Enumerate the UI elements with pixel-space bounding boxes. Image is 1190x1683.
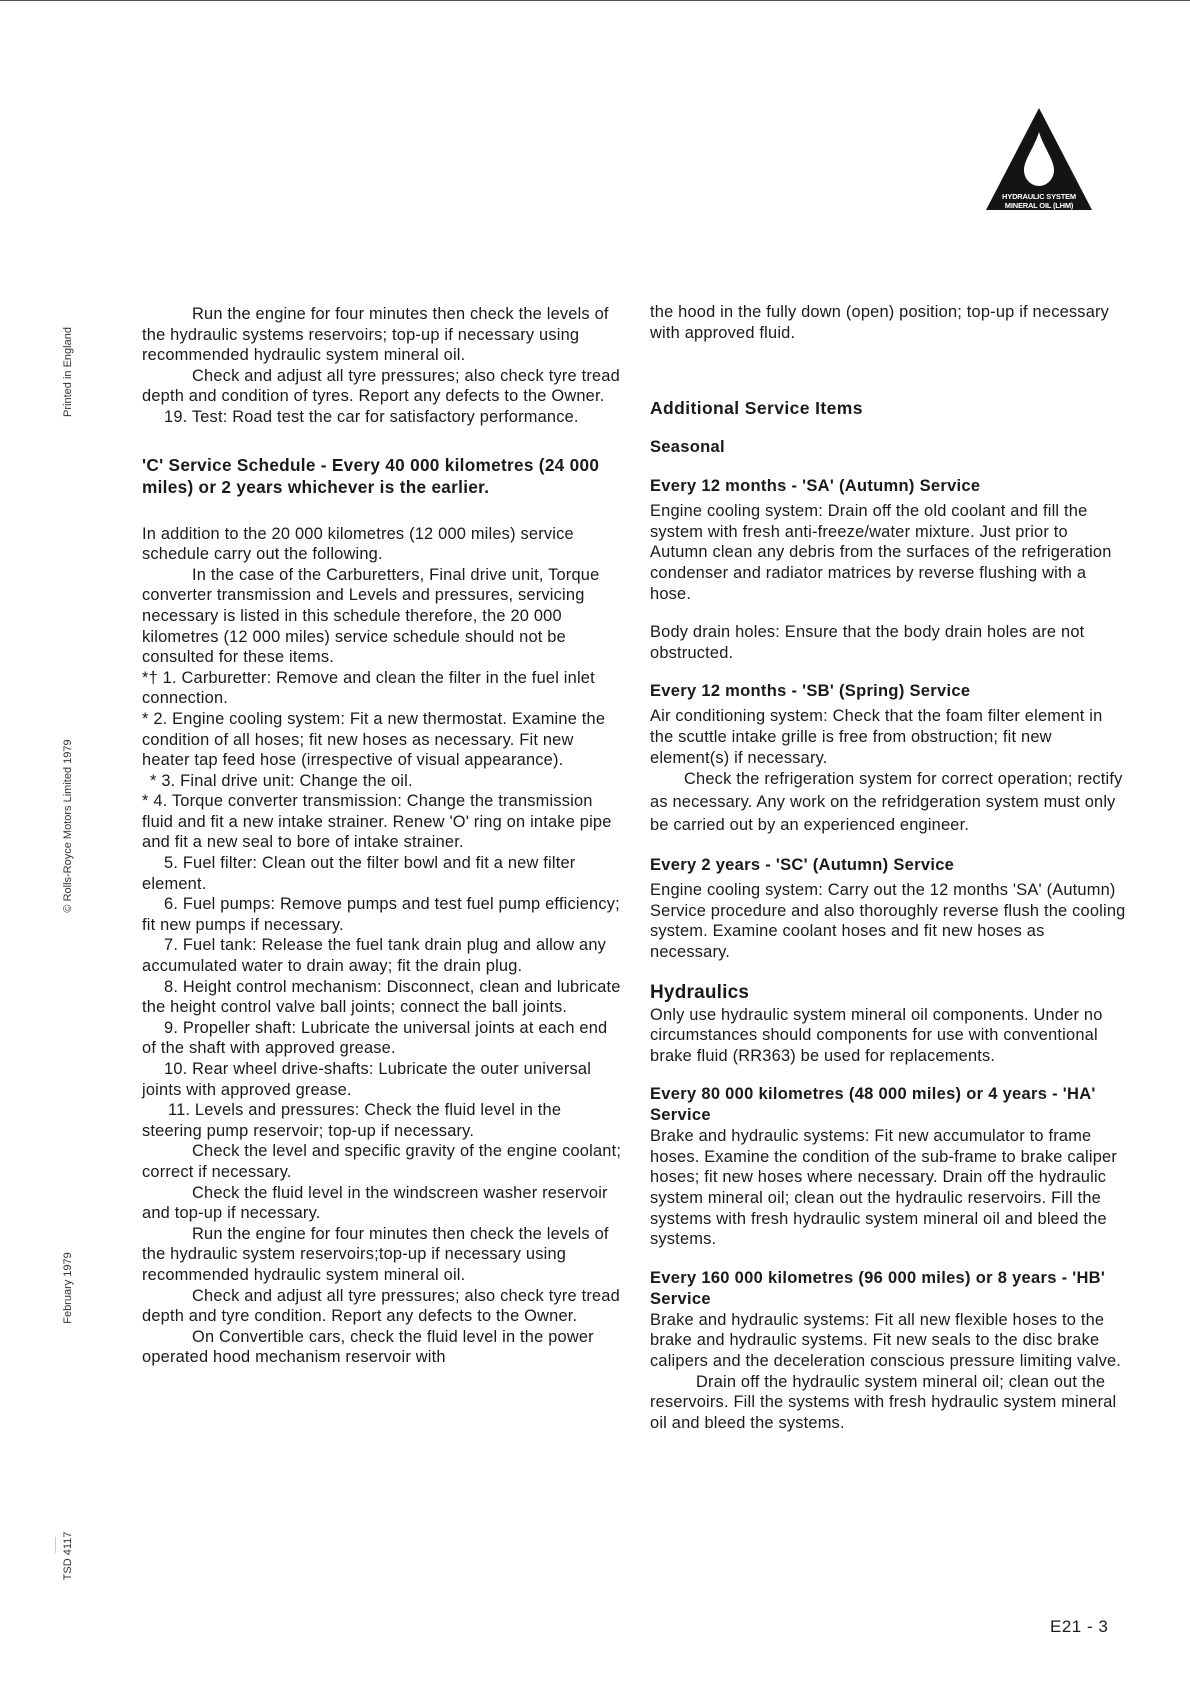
- list-item: 5. Fuel filter: Clean out the filter bowl and fit a new filter element.: [142, 854, 576, 893]
- paragraph: Check and adjust all tyre pressures; also check tyre tread depth and tyre condition. Report any defects to the Owner.: [142, 1286, 620, 1326]
- logo-text-line1: HYDRAULIC SYSTEM: [1002, 192, 1076, 201]
- paragraph: Engine cooling system: Drain off the old coolant and fill the system with fresh anti-freeze/water mixture. Just prior to Autumn clean any debris from the surfaces of the refrigeration condenser and radiator matrices by reverse flushing with a hose.: [650, 502, 1112, 603]
- logo-text-line2: MINERAL OIL (LHM): [1004, 201, 1074, 210]
- paragraph: On Convertible cars, check the fluid level in the power operated hood mechanism reservoir with: [142, 1327, 594, 1367]
- list-item: * 2. Engine cooling system: Fit a new thermostat. Examine the condition of all hoses; fit new hoses as necessary. Fit new heater tap feed hose (irrespective of visual appearance).: [142, 709, 606, 770]
- page-top-border: [0, 0, 1190, 1]
- page-number: E21 - 3: [1050, 1617, 1109, 1636]
- list-item: 7. Fuel tank: Release the fuel tank drain plug and allow any accumulated water to drain away; fit the drain plug.: [142, 936, 607, 976]
- paragraph: Body drain holes: Ensure that the body drain holes are not obstructed.: [650, 623, 1085, 662]
- paragraph: Drain off the hydraulic system mineral oil; clean out the reservoirs. Fill the systems with fresh hydraulic system mineral oil and bleed the systems.: [650, 1372, 1117, 1432]
- scan-mark: [52, 1537, 56, 1555]
- list-item: * 3. Final drive unit: Change the oil.: [150, 771, 413, 790]
- paragraph: Check and adjust all tyre pressures; also check tyre tread depth and condition of tyres. Report any defects to the Owner.: [142, 366, 620, 406]
- hydraulics-heading: Hydraulics: [650, 981, 750, 1003]
- paragraph: Run the engine for four minutes then check the levels of the hydraulic systems reservoirs; top-up if necessary using recommended hydraulic system mineral oil.: [142, 305, 609, 365]
- sb-heading: Every 12 months - 'SB' (Spring) Service: [650, 682, 971, 701]
- paragraph: In the case of the Carburetters, Final drive unit, Torque converter transmission and Levels and pressures, servicing necessary is listed in this schedule therefore, the 20 000 kilometres (12 000 miles) service schedule should not be consulted for these items.: [142, 565, 600, 667]
- paragraph: the hood in the fully down (open) position; top-up if necessary with approved fluid.: [650, 303, 1110, 342]
- sc-heading: Every 2 years - 'SC' (Autumn) Service: [650, 856, 955, 875]
- hb-heading: Every 160 000 kilometres (96 000 miles) or 8 years - 'HB' Service: [650, 1268, 1106, 1308]
- list-item: 9. Propeller shaft: Lubricate the universal joints at each end of the shaft with approved grease.: [142, 1018, 608, 1058]
- section-heading-c-service: 'C' Service Schedule - Every 40 000 kilometres (24 000 miles) or 2 years whichever is the earlier.: [142, 454, 600, 497]
- paragraph: Brake and hydraulic systems: Fit all new flexible hoses to the brake and hydraulic systems. Fit new seals to the disc brake calipers and the deceleration conscious pressure limiting valve.: [650, 1310, 1122, 1371]
- paragraph: Check the level and specific gravity of the engine coolant; correct if necessary.: [142, 1142, 622, 1181]
- list-item: *† 1. Carburetter: Remove and clean the filter in the fuel inlet connection.: [142, 668, 595, 708]
- hydraulic-oil-logo: [986, 108, 1092, 222]
- paragraph: Air conditioning system: Check that the foam filter element in the scuttle intake grille is free from obstruction; fit new element(s) if necessary.: [650, 707, 1103, 767]
- list-item: * 4. Torque converter transmission: Change the transmission fluid and fit a new intake strainer. Renew 'O' ring on intake pipe and fit a new seal to bore of intake strainer.: [142, 792, 612, 852]
- left-column: [142, 304, 622, 1368]
- paragraph: In addition to the 20 000 kilometres (12 000 miles) service schedule carry out the following.: [142, 524, 574, 564]
- right-column: [650, 302, 1128, 1433]
- paragraph: Check the refrigeration system for correct operation; rectify as necessary. Any work on the refridgeration system must only be carried out by an experienced engineer.: [650, 770, 1123, 835]
- sa-heading: Every 12 months - 'SA' (Autumn) Service: [650, 477, 981, 496]
- list-item: 6. Fuel pumps: Remove pumps and test fuel pump efficiency; fit new pumps if necessary.: [142, 895, 620, 934]
- list-item: 11. Levels and pressures: Check the fluid level in the steering pump reservoir; top-up if necessary.: [142, 1101, 562, 1140]
- list-item: 8. Height control mechanism: Disconnect, clean and lubricate the height control valve ball joints; connect the ball joints.: [142, 977, 621, 1017]
- paragraph: Engine cooling system: Carry out the 12 months 'SA' (Autumn) Service procedure and also thoroughly reverse flush the cooling system. Examine coolant hoses and fit new hoses as necessary.: [650, 881, 1126, 961]
- paragraph: Check the fluid level in the windscreen washer reservoir and top-up if necessary.: [142, 1183, 608, 1223]
- list-item: 10. Rear wheel drive-shafts: Lubricate the outer universal joints with approved grease.: [142, 1060, 592, 1099]
- paragraph: Run the engine for four minutes then check the levels of the hydraulic system reservoirs;top-up if necessary using recommended hydraulic system mineral oil.: [142, 1224, 609, 1284]
- section-heading-additional: Additional Service Items: [650, 398, 863, 419]
- paragraph: Brake and hydraulic systems: Fit new accumulator to frame hoses. Examine the condition of the sub-frame to brake caliper hoses; fit new hoses where necessary. Drain off the hydraulic system mineral oil; clean out the hydraulic reservoirs. Fill the systems with fresh hydraulic system mineral oil and bleed the systems.: [650, 1127, 1118, 1249]
- section-heading-seasonal: Seasonal: [650, 438, 725, 457]
- list-item: 19. Test: Road test the car for satisfactory performance.: [164, 407, 579, 426]
- ha-heading: Every 80 000 kilometres (48 000 miles) or 4 years - 'HA' Service: [650, 1085, 1096, 1125]
- paragraph: Only use hydraulic system mineral oil components. Under no circumstances should components for use with conventional brake fluid (RR363) be used for replacements.: [650, 1005, 1103, 1065]
